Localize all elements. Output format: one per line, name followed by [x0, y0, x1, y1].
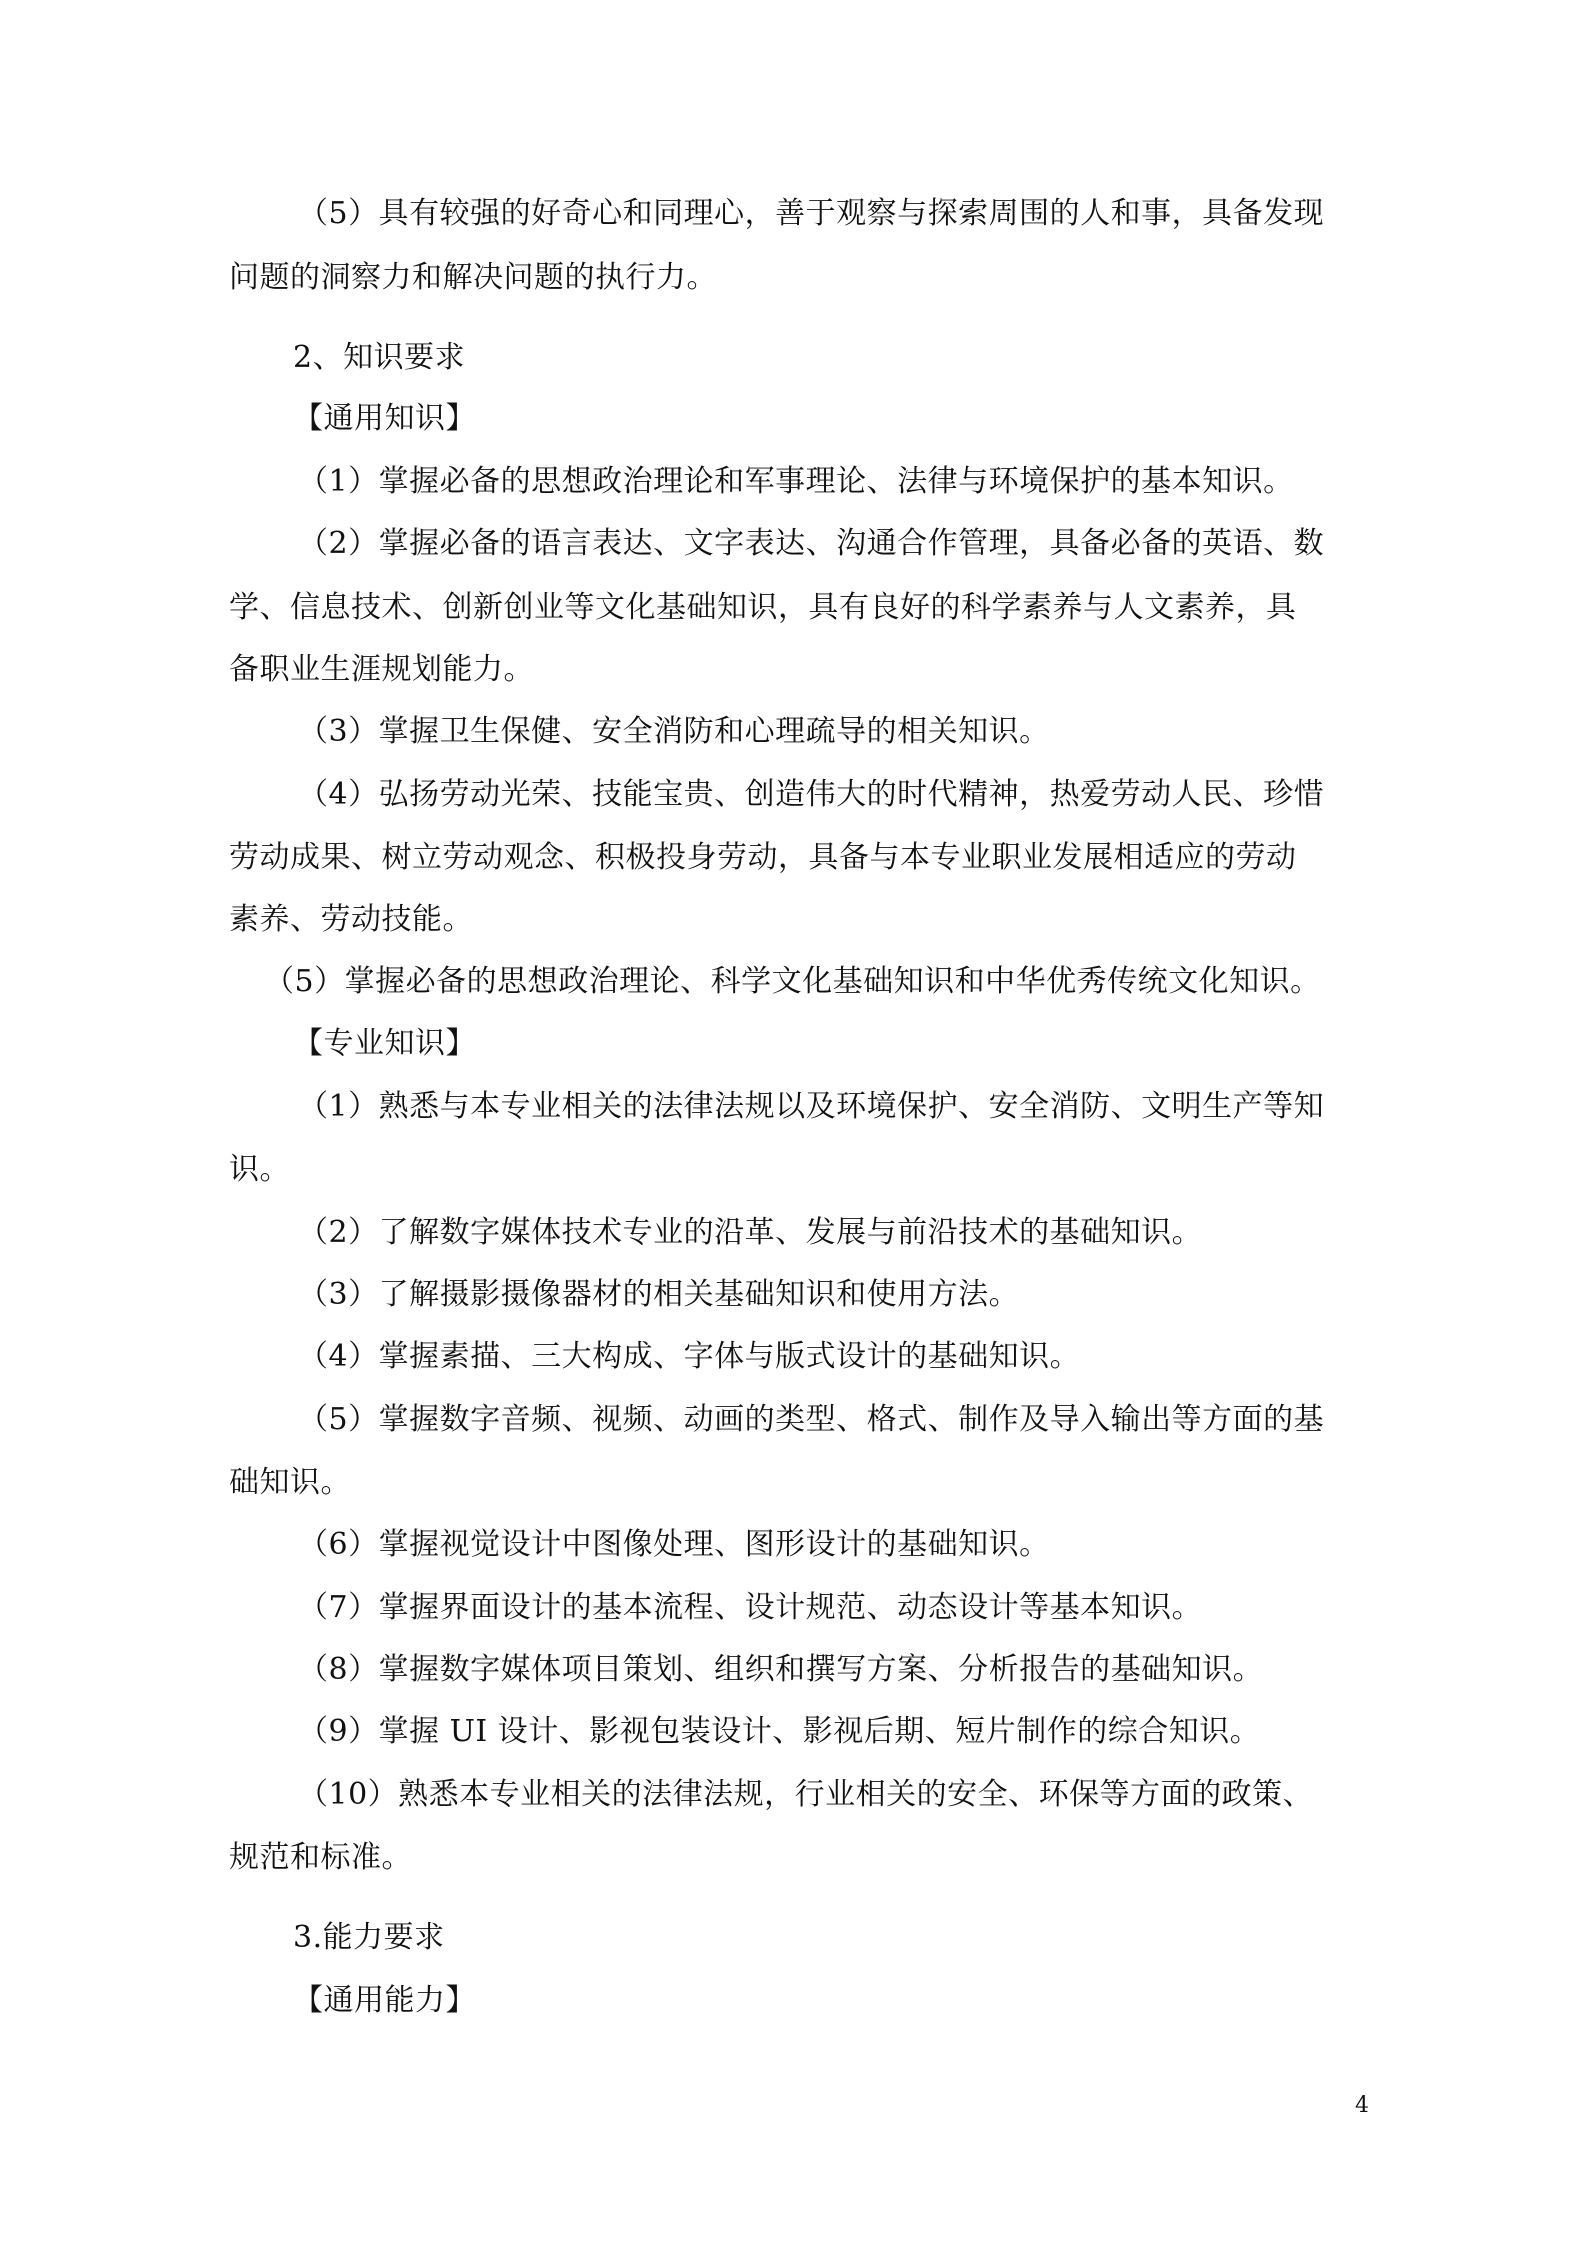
paragraph-line: （5）掌握数字音频、视频、动画的类型、格式、制作及导入输出等方面的基 — [298, 1402, 1325, 1437]
paragraph-line: （10）熟悉本专业相关的法律法规，行业相关的安全、环保等方面的政策、 — [298, 1777, 1314, 1812]
paragraph-line: 学、信息技术、创新创业等文化基础知识，具有良好的科学素养与人文素养，具 — [229, 590, 1297, 625]
paragraph-line: （7）掌握界面设计的基本流程、设计规范、动态设计等基本知识。 — [298, 1590, 1203, 1625]
paragraph-line: （5）具有较强的好奇心和同理心，善于观察与探索周围的人和事，具备发现 — [298, 196, 1325, 231]
paragraph-line: 备职业生涯规划能力。 — [229, 652, 534, 687]
paragraph-line: 规范和标准。 — [229, 1840, 412, 1875]
section-heading: 2、知识要求 — [293, 340, 466, 375]
paragraph-line: （1）掌握必备的思想政治理论和军事理论、法律与环境保护的基本知识。 — [298, 464, 1294, 499]
subsection-heading: 【通用能力】 — [293, 1983, 476, 2018]
paragraph-line: 础知识。 — [229, 1465, 351, 1500]
paragraph-line: （9）掌握 UI 设计、影视包装设计、影视后期、短片制作的综合知识。 — [298, 1714, 1261, 1749]
paragraph-line: （3）了解摄影摄像器材的相关基础知识和使用方法。 — [298, 1277, 1020, 1312]
paragraph-line: （6）掌握视觉设计中图像处理、图形设计的基础知识。 — [298, 1527, 1050, 1562]
paragraph-line: （2）了解数字媒体技术专业的沿革、发展与前沿技术的基础知识。 — [298, 1215, 1203, 1250]
section-heading: 3.能力要求 — [293, 1920, 445, 1955]
page-number: 4 — [1355, 2093, 1369, 2118]
paragraph-line: （4）掌握素描、三大构成、字体与版式设计的基础知识。 — [298, 1339, 1081, 1374]
paragraph-line: （1）熟悉与本专业相关的法律法规以及环境保护、安全消防、文明生产等知 — [298, 1089, 1325, 1124]
paragraph-line: （2）掌握必备的语言表达、文字表达、沟通合作管理，具备必备的英语、数 — [298, 526, 1325, 561]
subsection-heading: 【通用知识】 — [293, 401, 476, 436]
paragraph-line: （5）掌握必备的思想政治理论、科学文化基础知识和中华优秀传统文化知识。 — [264, 964, 1321, 999]
paragraph-line: （4）弘扬劳动光荣、技能宝贵、创造伟大的时代精神，热爱劳动人民、珍惜 — [298, 777, 1325, 812]
paragraph-line: （3）掌握卫生保健、安全消防和心理疏导的相关知识。 — [298, 714, 1050, 749]
subsection-heading: 【专业知识】 — [293, 1026, 476, 1061]
paragraph-line: 劳动成果、树立劳动观念、积极投身劳动，具备与本专业职业发展相适应的劳动 — [229, 840, 1297, 875]
paragraph-line: 素养、劳动技能。 — [229, 902, 473, 937]
paragraph-line: 问题的洞察力和解决问题的执行力。 — [229, 260, 717, 295]
paragraph-line: 识。 — [229, 1152, 290, 1187]
paragraph-line: （8）掌握数字媒体项目策划、组织和撰写方案、分析报告的基础知识。 — [298, 1652, 1264, 1687]
